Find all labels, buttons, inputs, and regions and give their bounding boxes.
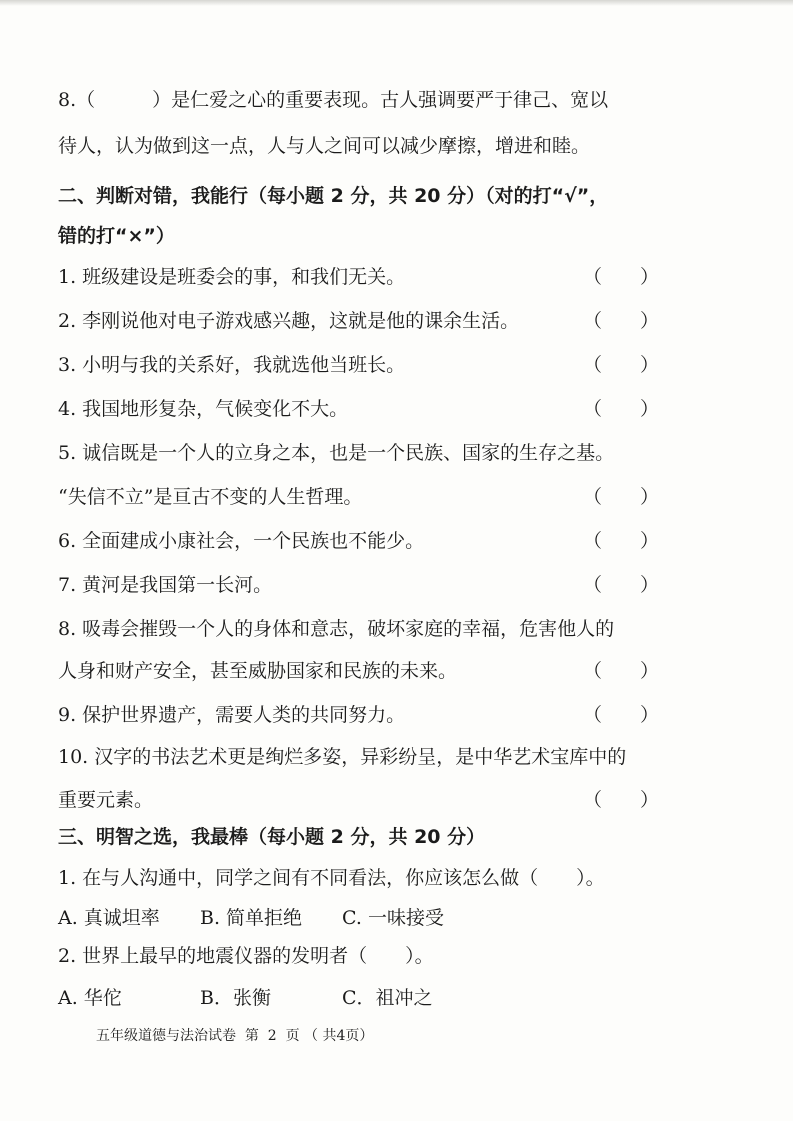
mc-question-1-stem: 1. 在与人沟通中，同学之间有不同看法，你应该怎么做（ ）。	[58, 867, 605, 889]
tf-item-8-text-line-1: 8. 吸毒会摧毁一个人的身体和意志，破坏家庭的幸福，危害他人的	[58, 618, 615, 640]
tf-item-2-text: 2. 李刚说他对电子游戏感兴趣，这就是他的课余生活。	[58, 310, 520, 332]
tf-item-7-text: 7. 黄河是我国第一长河。	[58, 574, 273, 596]
tf-item-9-answer-box[interactable]: （ ）	[583, 704, 660, 726]
mc-question-1-option-b[interactable]: B. 简单拒绝	[200, 907, 303, 929]
mc-question-2-option-b[interactable]: B．张衡	[200, 987, 271, 1009]
tf-item-9-text: 9. 保护世界遗产，需要人类的共同努力。	[58, 704, 406, 726]
tf-item-10-answer-box[interactable]: （ ）	[583, 789, 660, 811]
tf-item-10-text-line-2: 重要元素。	[58, 789, 154, 811]
tf-item-1-answer-box[interactable]: （ ）	[583, 266, 660, 288]
tf-item-4-answer-box[interactable]: （ ）	[583, 398, 660, 420]
mc-question-2-option-c[interactable]: C．祖冲之	[342, 987, 433, 1009]
section-3-heading: 三、明智之选，我最棒（每小题 2 分，共 20 分）	[58, 826, 486, 848]
tf-item-6-answer-box[interactable]: （ ）	[583, 530, 660, 552]
tf-item-5-text-line-2: “失信不立”是亘古不变的人生哲理。	[58, 486, 363, 508]
tf-item-6-text: 6. 全面建成小康社会，一个民族也不能少。	[58, 530, 425, 552]
tf-item-4-text: 4. 我国地形复杂，气候变化不大。	[58, 398, 349, 420]
scan-shadow	[0, 0, 793, 6]
fill-question-8-line-2: 待人，认为做到这一点，人与人之间可以减少摩擦，增进和睦。	[58, 135, 591, 157]
tf-item-3-answer-box[interactable]: （ ）	[583, 354, 660, 376]
page-footer: 五年级道德与法治试卷 第 2 页 （ 共4页）	[96, 1028, 374, 1044]
tf-item-2-answer-box[interactable]: （ ）	[583, 310, 660, 332]
mc-question-2-option-a[interactable]: A. 华佗	[58, 987, 122, 1009]
section-2-heading-line-1: 二、判断对错，我能行（每小题 2 分，共 20 分）（对的打“√”，	[58, 185, 609, 207]
tf-item-5-text-line-1: 5. 诚信既是一个人的立身之本，也是一个民族、国家的生存之基。	[58, 442, 615, 464]
tf-item-5-answer-box[interactable]: （ ）	[583, 486, 660, 508]
mc-question-2-stem: 2. 世界上最早的地震仪器的发明者（ ）。	[58, 945, 434, 967]
tf-item-1-text: 1. 班级建设是班委会的事，和我们无关。	[58, 266, 406, 288]
fill-question-8-line-1: 8.（ ）是仁爱之心的重要表现。古人强调要严于律己、宽以	[58, 89, 609, 111]
tf-item-3-text: 3. 小明与我的关系好，我就选他当班长。	[58, 354, 406, 376]
tf-item-10-text-line-1: 10. 汉字的书法艺术更是绚烂多姿，异彩纷呈，是中华艺术宝库中的	[58, 746, 627, 768]
tf-item-8-answer-box[interactable]: （ ）	[583, 660, 660, 682]
mc-question-1-option-c[interactable]: C. 一味接受	[342, 907, 444, 929]
tf-item-7-answer-box[interactable]: （ ）	[583, 574, 660, 596]
section-2-heading-line-2: 错的打“×”）	[58, 225, 175, 247]
mc-question-1-option-a[interactable]: A. 真诚坦率	[58, 907, 160, 929]
tf-item-8-text-line-2: 人身和财产安全，甚至威胁国家和民族的未来。	[58, 660, 458, 682]
